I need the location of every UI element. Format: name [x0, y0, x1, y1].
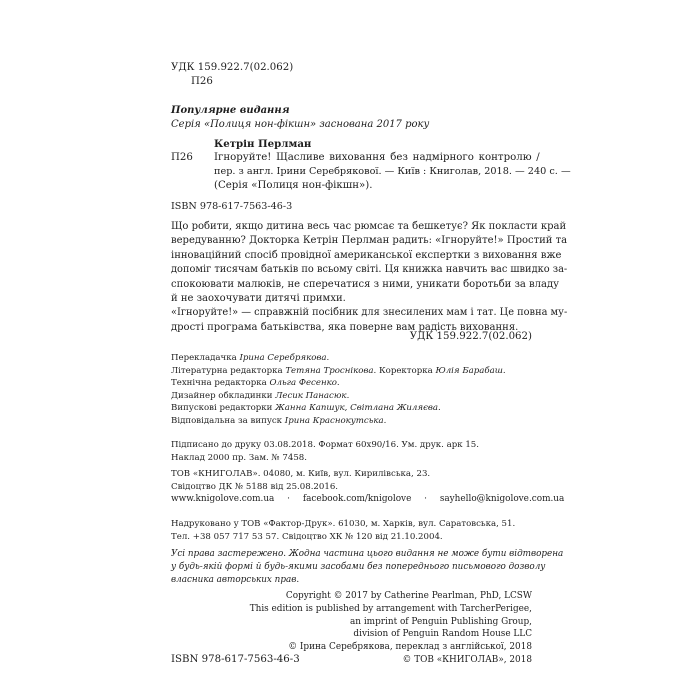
- annotation-line: Що робити, якщо дитина весь час рюмсає та бешкетує? Як покласти край: [171, 221, 567, 232]
- publisher-info: [171, 468, 564, 506]
- copyright-line: an imprint of Penguin Publishing Group,: [350, 616, 532, 627]
- website-link[interactable]: www.knigolove.com.ua: [171, 494, 275, 505]
- publisher-address: ТОВ «КНИГОЛАВ». 04080, м. Київ, вул. Кирилівська, 23.: [171, 469, 431, 479]
- annotation-udk: УДК 159.922.7(02.062): [409, 331, 532, 342]
- annotation-line: й не заохочувати дитячі примхи.: [171, 293, 346, 305]
- annotation: [171, 220, 568, 335]
- rights-line: Усі права застережено. Жодна частина цього видання не може бути відтворена: [171, 549, 564, 559]
- bibliography-line: (Серія «Полиця нон-фікшн»).: [214, 180, 373, 191]
- copyright-line: division of Penguin Random House LLC: [353, 629, 532, 640]
- copyright-line: © ТОВ «КНИГОЛАВ», 2018: [402, 654, 532, 665]
- copyright-line: This edition is published by arrangement with TarcherPerigee,: [249, 603, 532, 614]
- credits: [171, 352, 506, 428]
- annotation-line: дрості програма батьківства, яка поверне вам радість виховання.: [171, 321, 519, 333]
- publisher-links: [171, 493, 564, 506]
- author-mark: П26: [191, 76, 213, 87]
- credit-cover-designer: Дизайнер обкладинки Лесик Панасюк.: [171, 390, 350, 401]
- annotation-line: «Ігноруйте!» — справжній посібник для знесилених мам і тат. Це повна му-: [171, 307, 568, 319]
- annotation-line: спокоювати малюків, не сперечатися з ними, уникати боротьби за владу: [171, 278, 560, 290]
- credit-literary-editor: Літературна редакторка Тетяна Троснікова. Коректорка Юлія Барабаш.: [171, 365, 506, 376]
- publisher-certificate: Свідоцтво ДК № 5188 від 25.08.2016.: [171, 481, 339, 492]
- rights-notice: [171, 548, 563, 587]
- annotation-line: інноваційний спосіб провідної американської експертки з виховання вже: [171, 249, 562, 261]
- credit-translator: Перекладачка Ірина Серебрякова.: [171, 353, 330, 363]
- rights-line: власника авторських прав.: [171, 575, 300, 585]
- annotation-line: допоміг тисячам батьків по всьому світі. Ця книжка навчить вас швидко за-: [171, 264, 568, 276]
- copyright-line: © Ірина Серебрякова, переклад з англійської, 2018: [288, 642, 532, 653]
- credit-technical-editor: Технічна редакторка Ольга Фесенко.: [171, 378, 340, 389]
- printer-info: [171, 518, 515, 543]
- separator: ·: [287, 494, 290, 505]
- rights-line: у будь-якій формі й будь-якими засобами без попереднього письмового дозволу: [171, 562, 546, 572]
- udk-code: УДК 159.922.7(02.062): [171, 62, 294, 73]
- email-link[interactable]: sayhello@knigolove.com.ua: [439, 494, 565, 505]
- credit-responsible: Відповідальна за випуск Ірина Краснокутська.: [171, 415, 387, 426]
- series-note: Серія «Полиця нон-фікшн» заснована 2017 року: [171, 119, 430, 130]
- bibliography-line: пер. з англ. Ірини Серебрякової. — Київ : Книголав, 2018. — 240 с. —: [214, 166, 571, 177]
- footer-isbn: ISBN 978-617-7563-46-3: [171, 654, 300, 665]
- print-info: [171, 439, 479, 464]
- copyright-line: Copyright © 2017 by Catherine Pearlman, PhD, LCSW: [285, 591, 532, 601]
- isbn: ISBN 978-617-7563-46-3: [171, 201, 293, 212]
- bibliography-code: П26: [171, 152, 193, 163]
- separator: ·: [424, 494, 427, 505]
- facebook-link[interactable]: facebook.com/knigolove: [302, 494, 412, 505]
- author-name: Кетрін Перлман: [214, 138, 312, 150]
- printer-address: Надруковано у ТОВ «Фактор-Друк». 61030, м. Харків, вул. Саратовська, 51.: [171, 519, 516, 529]
- bibliography-line: Ігноруйте! Щасливе виховання без надмірного контролю /: [214, 152, 540, 163]
- annotation-line: вередуванню? Докторка Кетрін Перлман радить: «Ігноруйте!» Простий та: [171, 235, 568, 247]
- print-info-line: Підписано до друку 03.08.2018. Формат 60х90/16. Ум. друк. арк 15.: [171, 440, 479, 450]
- print-info-line: Наклад 2000 пр. Зам. № 7458.: [171, 452, 307, 463]
- printer-contacts: Тел. +38 057 717 53 57. Свідоцтво ХК № 120 від 21.10.2004.: [171, 531, 443, 542]
- credit-release-editors: Випускові редакторки Жанна Капшук, Світлана Жиляєва.: [171, 403, 441, 414]
- popular-edition-label: Популярне видання: [171, 105, 290, 116]
